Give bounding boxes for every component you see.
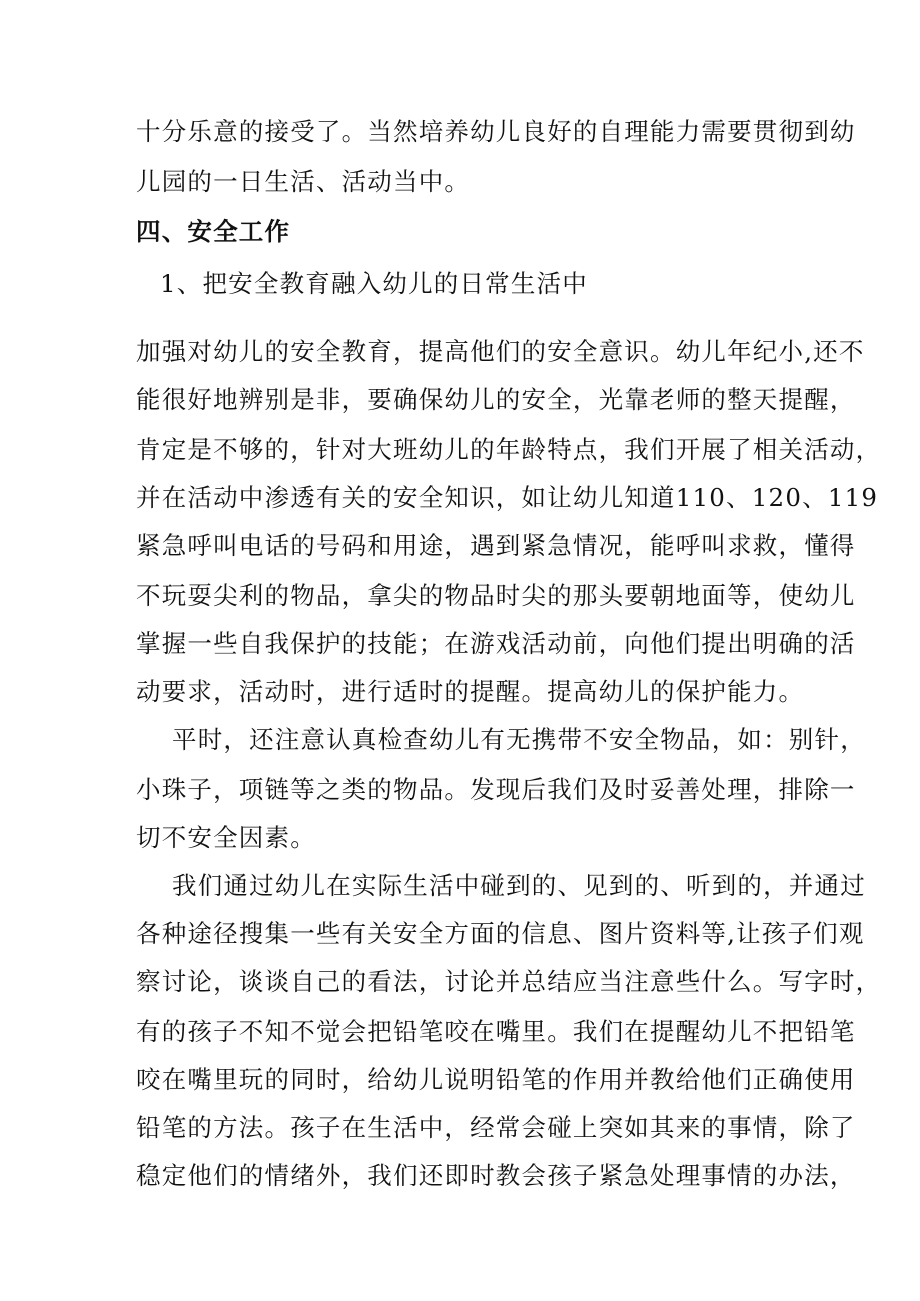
text-line: 加强对幼儿的安全教育，提高他们的安全意识。幼儿年纪小,还不 [136, 337, 865, 366]
text-line: 稳定他们的情绪外，我们还即时教会孩子紧急处理事情的办法， [136, 1161, 856, 1190]
text-line: 儿园的一日生活、活动当中。 [136, 167, 471, 196]
paragraph-first-line: 我们通过幼儿在实际生活中碰到的、见到的、听到的，并通过 [172, 871, 866, 900]
text-line: 铅笔的方法。孩子在生活中，经常会碰上突如其来的事情，除了 [136, 1113, 856, 1142]
section-heading: 四、安全工作 [136, 217, 291, 246]
text-line: 紧急呼叫电话的号码和用途，遇到紧急情况，能呼叫求救，懂得 [136, 531, 856, 560]
text-line: 动要求，活动时，进行适时的提醒。提高幼儿的保护能力。 [136, 677, 805, 706]
text-line: 肯定是不够的，针对大班幼儿的年龄特点，我们开展了相关活动， [136, 435, 882, 464]
text-line: 十分乐意的接受了。当然培养幼儿良好的自理能力需要贯彻到幼 [136, 117, 856, 146]
text-line: 并在活动中渗透有关的安全知识，如让幼儿知道110、120、119 [136, 483, 879, 512]
text-line: 切不安全因素。 [136, 823, 316, 852]
text-line: 有的孩子不知不觉会把铅笔咬在嘴里。我们在提醒幼儿不把铅笔 [136, 1017, 856, 1046]
text-line: 咬在嘴里玩的同时，给幼儿说明铅笔的作用并教给他们正确使用 [136, 1065, 856, 1094]
text-line: 察讨论，谈谈自己的看法，讨论并总结应当注意些什么。写字时， [136, 967, 882, 996]
text-line: 掌握一些自我保护的技能；在游戏活动前，向他们提出明确的活 [136, 629, 856, 658]
text-line: 能很好地辨别是非，要确保幼儿的安全，光靠老师的整天提醒， [136, 385, 856, 414]
text-line: 小珠子，项链等之类的物品。发现后我们及时妥善处理，排除一 [136, 775, 856, 804]
subsection-heading: 1、把安全教育融入幼儿的日常生活中 [160, 269, 588, 298]
paragraph-first-line: 平时，还注意认真检查幼儿有无携带不安全物品，如：别针， [172, 725, 866, 754]
text-line: 各种途径搜集一些有关安全方面的信息、图片资料等,让孩子们观 [136, 919, 865, 948]
text-line: 不玩耍尖利的物品，拿尖的物品时尖的那头要朝地面等，使幼儿 [136, 581, 856, 610]
